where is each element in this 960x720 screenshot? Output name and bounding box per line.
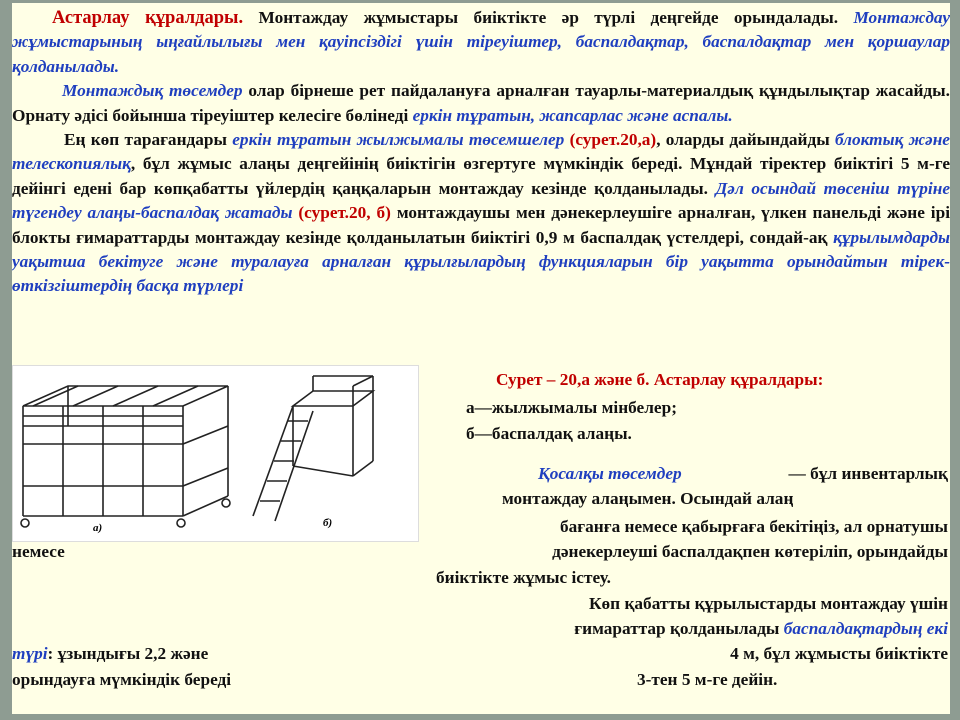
lower-line-2: монтаждау алаңымен. Осындай алаң — [502, 489, 794, 508]
frame-right — [950, 0, 960, 720]
paragraph-3: Ең көп тарағандары еркін тұратын жылжымалы төсемшелер (сурет.20,а), оларды дайындайды блоктық және телескопиялық, бұл жұмыс алаңы деңгейінің биіктігін өзгертуге мүмкіндік береді. Мұндай тіректер биіктігі 5 м-ге дейінгі едені бар көпқабатты үйлердің қаңқаларын монтаждау кезінде қолданылады. Дәл осындай төсеніш түріне түгендеу алаңы-баспалдақ жатады (сурет.20, б) монтаждаушы мен дәнекерлеушіге арналған, үлкен панельді және ірі блокты ғимараттарды монтаждау кезінде қолданылатын биіктігі 0,9 м баспалдақ үстелдері, сондай-ақ құрылымдарды уақытша бекітуге және туралауға арналған құрылғылардың функцияларын бір уақытта орындайтын тірек-өткізгіштердің басқа түрлері — [12, 130, 950, 296]
lower-line-9-left: орындауға мүмкіндік береді — [12, 670, 232, 689]
caption-item-a: а—жылжымалы мінбелер; — [466, 398, 677, 417]
scaffold-illustration — [13, 366, 418, 541]
lower-line-6: Көп қабатты құрылыстарды монтаждау үшін — [589, 594, 948, 613]
lower-line-8-left: түрі: ұзындығы 2,2 және — [12, 644, 209, 663]
lower-line-3: бағанға немесе қабырғаға бекітіңіз, ал орнатушы — [560, 517, 948, 536]
scaffold-figure — [12, 365, 419, 542]
lower-line-1: Қосалқы төсемдер — бұл инвентарлық — [538, 464, 948, 483]
lower-line-8-right: 4 м, бұл жұмысты биіктікте — [730, 644, 948, 663]
label-a: а) — [93, 522, 103, 534]
lower-line-4-left: немесе — [12, 542, 65, 561]
paragraph-2: Монтаждық төсемдер олар бірнеше рет пайдалануға арналған тауарлы-материалдық құндылықтар жасайды. Орнату әдісі бойынша тіреуіштер келесіге бөлінеді еркін тұратын, жапсарлас және аспалы. — [12, 81, 950, 125]
frame-top — [0, 0, 960, 3]
frame-bottom — [0, 714, 960, 720]
frame-left — [0, 0, 12, 720]
lower-line-4-right: дәнекерлеуші баспалдақпен көтеріліп, орындайды — [552, 542, 948, 561]
section-title: Астарлау құралдары. — [52, 8, 244, 28]
body-text — [12, 6, 950, 361]
caption-item-b: б—баспалдақ алаңы. — [466, 424, 632, 443]
lower-line-9-right: 3-тен 5 м-ге дейін. — [637, 670, 778, 689]
lower-line-5: биіктікте жұмыс істеу. — [436, 568, 611, 587]
paragraph-1: Астарлау құралдары. Монтаждау жұмыстары биіктікте әр түрлі деңгейде орындалады. Монтаждау жұмыстарының ыңғайлылығы мен қауіпсіздігі үшін тіреуіштер, баспалдақтар, баспалдақтар мен қоршаулар қолданылады. — [12, 8, 950, 76]
label-b: б) — [323, 517, 333, 529]
figure-caption: Сурет – 20,а және б. Астарлау құралдары: — [496, 370, 824, 389]
lower-line-7: ғимараттар қолданылады баспалдақтардың екі — [574, 619, 948, 638]
